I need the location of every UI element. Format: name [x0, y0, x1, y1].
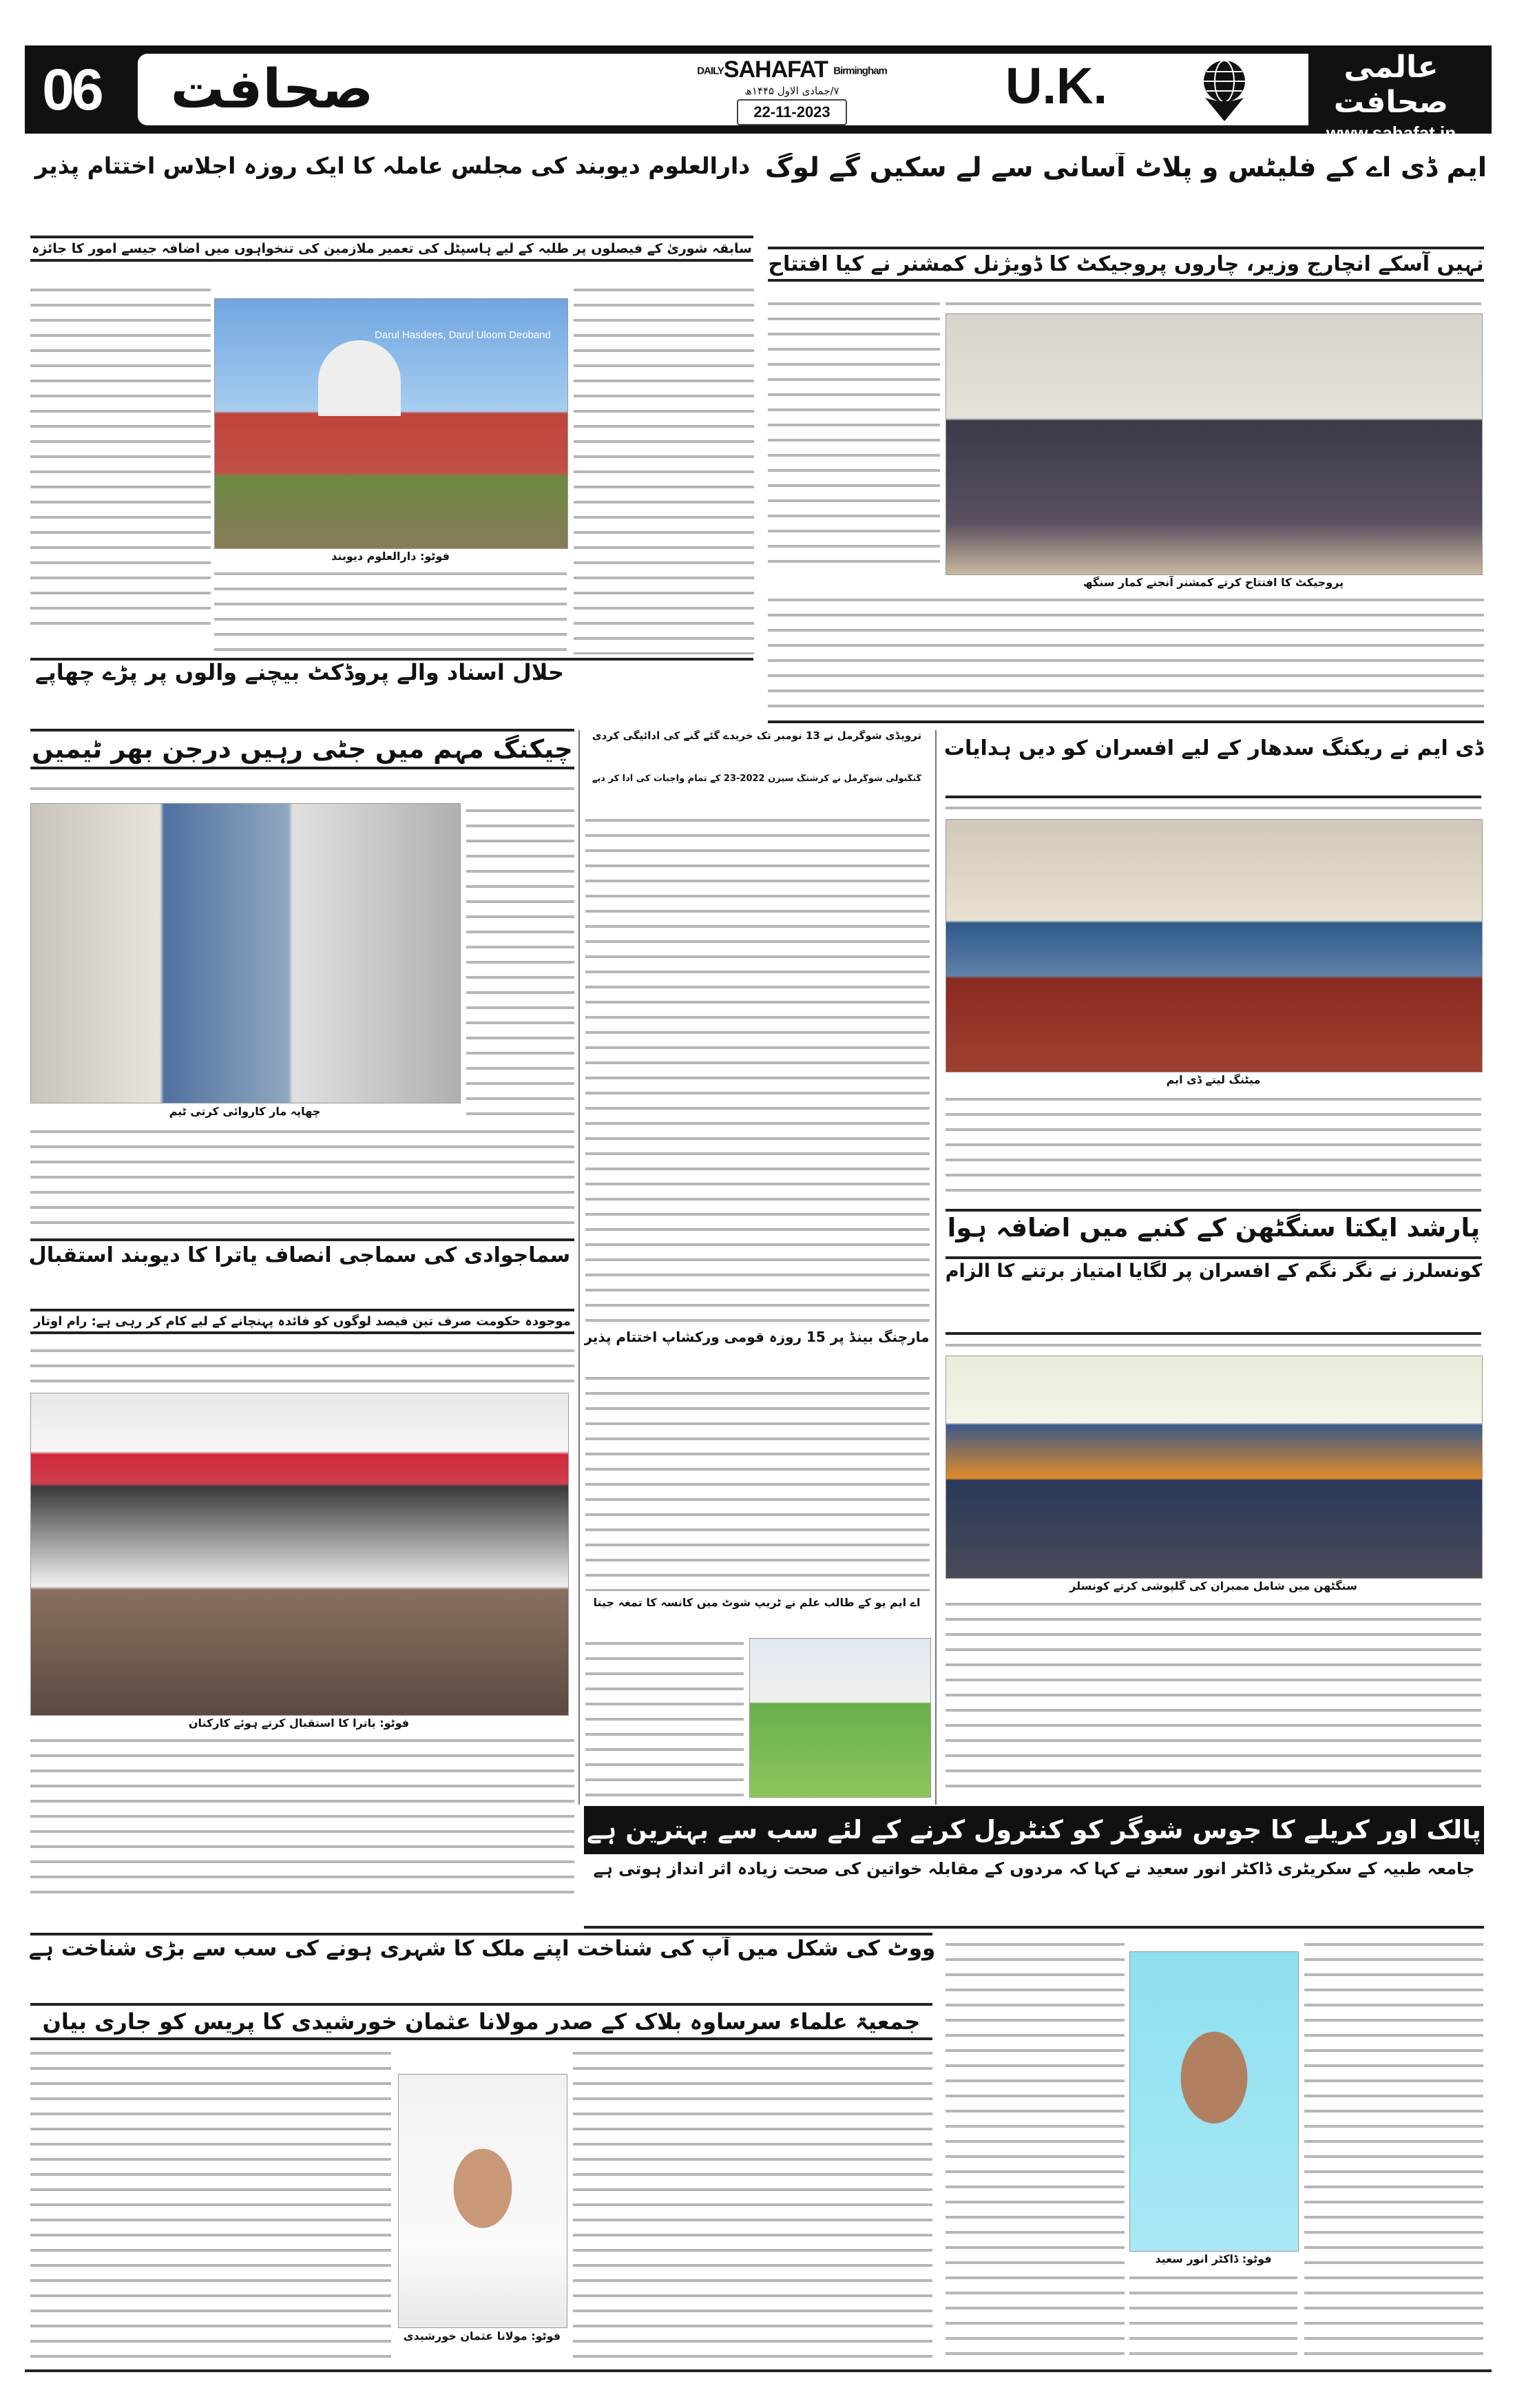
deoband-body-right	[574, 282, 754, 654]
halal-body-top	[30, 781, 574, 799]
dm-body-bottom	[945, 1092, 1481, 1202]
divider	[584, 1926, 1484, 1929]
deoband-photo-caption: فوٹو: دارالعلوم دیوبند	[331, 550, 450, 563]
sugar-body	[585, 813, 930, 1326]
marching-body	[585, 1371, 930, 1591]
jamia-headline: جامعہ طبیہ کے سکریٹری ڈاکٹر انور سعید نے کہا کہ مردوں کے مقابلہ خواتین کی صحت زیادہ اثر انداز ہوتی ہے	[593, 1860, 1475, 1878]
samajwadi-subhead: موجودہ حکومت صرف تین فیصد لوگوں کو فائدہ پہنچانے کے لیے کام کر رہی ہے: رام اوتار	[30, 1309, 574, 1334]
mda-body-top	[945, 296, 1481, 310]
halal-headline: حلال اسناد والے پروڈکٹ بیچنے والوں پر پڑے چھاپے	[34, 660, 565, 685]
samajwadi-photo-caption: فوٹو: یاترا کا استقبال کرتے ہوئے کارکنان	[188, 1716, 410, 1730]
parshad-body	[945, 1597, 1481, 1796]
deoband-body-under-photo	[214, 566, 567, 656]
parshad-photo	[945, 1356, 1483, 1579]
deoband-headline: دارالعلوم دیوبند کی مجلس عاملہ کا ایک روزہ اجلاس اختتام پذیر	[34, 153, 751, 179]
column-rule	[935, 730, 937, 1805]
vote-subhead: جمعیۃ علماء سرساوہ بلاک کے صدر مولانا عثمان خورشیدی کا پریس کو جاری بیان	[30, 2003, 932, 2040]
globe-logo-icon	[1198, 56, 1251, 123]
jamia-photo-caption: فوٹو: ڈاکٹر انور سعید	[1155, 2252, 1272, 2265]
sugar-subhead: گنگنولی شوگرمل نے کرشنگ سیزن 2022-23 کے تمام واجبات کی ادا کر دیے	[592, 774, 922, 784]
mda-headline: ایم ڈی اے کے فلیٹس و پلاٹ آسانی سے لے سکیں گے لوگ	[764, 153, 1487, 183]
samajwadi-headline: سماجوادی کی سماجی انصاف یاترا کا دیوبند استقبال	[28, 1244, 571, 1267]
dm-body-top	[945, 800, 1481, 817]
vote-body-right	[573, 2046, 932, 2363]
samajwadi-body-bottom	[30, 1733, 574, 1898]
mda-photo-caption: پروجیکٹ کا افتتاح کرتے کمشنر آنجنے کمار سنگھ	[1083, 576, 1344, 589]
divider	[30, 1933, 932, 1935]
divider	[30, 1238, 574, 1241]
dm-photo-caption: میٹنگ لیتے ڈی ایم	[1166, 1073, 1261, 1086]
edition-label: U.K.	[1005, 57, 1107, 114]
parshad-body-top	[945, 1338, 1481, 1353]
deoband-body-left	[30, 282, 211, 627]
vote-photo-caption: فوٹو: مولانا عثمان خورشیدی	[403, 2329, 561, 2343]
mda-body-left	[768, 296, 940, 572]
samajwadi-photo	[30, 1393, 569, 1716]
jamia-body-left	[945, 1937, 1125, 2364]
dm-headline: ڈی ایم نے ریکنگ سدھار کے لیے افسران کو دیں ہدایات	[943, 737, 1484, 760]
vote-body-left	[30, 2046, 391, 2363]
jamia-body-right	[1304, 1937, 1483, 2364]
mda-subhead: نہیں آسکے انچارج وزیر، چاروں پروجیکٹ کا ڈویژنل کمشنر نے کیا افتتاح	[768, 247, 1484, 282]
deoband-subhead: سابقہ شوریٰ کے فیصلوں پر طلبہ کے لیے ہاسپٹل کی تعمیر ملازمین کی تنخواہوں میں اضافہ جیسے امور کا جائزہ	[30, 236, 753, 262]
logo-urdu: صحافت	[170, 59, 374, 121]
page-bottom-rule	[25, 2369, 1492, 2372]
sugar-headline: ترویڈی شوگرمل نے 13 نومبر تک خریدے گئے گنے کی ادائیگی کردی	[592, 730, 922, 742]
halal-body-bottom	[30, 1124, 574, 1234]
mda-body-bottom	[768, 592, 1484, 716]
brand-urdu: عالمی صحافت	[1333, 50, 1449, 120]
dm-photo	[945, 819, 1483, 1072]
halal-photo-caption: چھاپہ مار کاروائی کرتی ٹیم	[169, 1105, 321, 1118]
page-number: 06	[42, 56, 101, 122]
divider	[768, 720, 1484, 723]
deoband-photo	[214, 298, 568, 549]
student-body	[585, 1636, 744, 1801]
palak-headline: پالک اور کریلے کا جوس شوگر کو کنٹرول کرنے کے لئے سب سے بہترین ہے	[584, 1806, 1484, 1854]
brand-block	[1295, 50, 1487, 144]
halal-body-right	[466, 803, 574, 1120]
paper-name: DAILYSAHAFAT Birmingham	[697, 56, 887, 83]
jamia-body-mid	[1129, 2270, 1297, 2364]
parshad-subhead: کونسلرز نے نگر نگم کے افسران پر لگایا امتیاز برتنے کا الزام	[945, 1260, 1483, 1282]
divider	[945, 1332, 1481, 1335]
column-rule	[578, 730, 580, 1805]
halal-photo	[30, 803, 461, 1103]
issue-date: 22-11-2023	[737, 99, 846, 125]
divider	[945, 1209, 1481, 1212]
jamia-photo	[1129, 1951, 1299, 2252]
parshad-headline: پارشد ایکتا سنگٹھن کے کنبے میں اضافہ ہوا	[947, 1214, 1481, 1243]
student-photo	[749, 1638, 931, 1798]
website-link[interactable]: www.sahafat.in	[1326, 123, 1456, 143]
halal-subhead: چیکنگ مہم میں جٹی رہیں درجن بھر ٹیمیں	[30, 729, 574, 769]
vote-photo	[398, 2074, 567, 2328]
masthead-center	[682, 56, 902, 125]
samajwadi-body-top	[30, 1343, 574, 1389]
parshad-photo-caption: سنگٹھن میں شامل ممبران کی گلپوشی کرتے کونسلر	[1069, 1579, 1357, 1592]
mda-photo	[945, 313, 1483, 575]
divider	[945, 796, 1481, 798]
student-headline: اے ایم یو کے طالب علم نے ٹریپ شوٹ میں کانسہ کا تمغہ جیتا	[593, 1597, 921, 1609]
marching-headline: مارچنگ بینڈ پر 15 روزہ قومی ورکشاپ اختتام پذیر	[584, 1329, 930, 1345]
hijri-date: ۷/جمادی الاول ۱۴۴۵ھ	[744, 85, 839, 97]
photo-overlay-text: Darul Hasdees, Darul Uloom Deoband	[375, 329, 551, 341]
vote-headline: ووٹ کی شکل میں آپ کی شناخت اپنے ملک کا شہری ہونے کی سب سے بڑی شناخت ہے	[28, 1937, 936, 1961]
divider	[945, 1256, 1481, 1259]
